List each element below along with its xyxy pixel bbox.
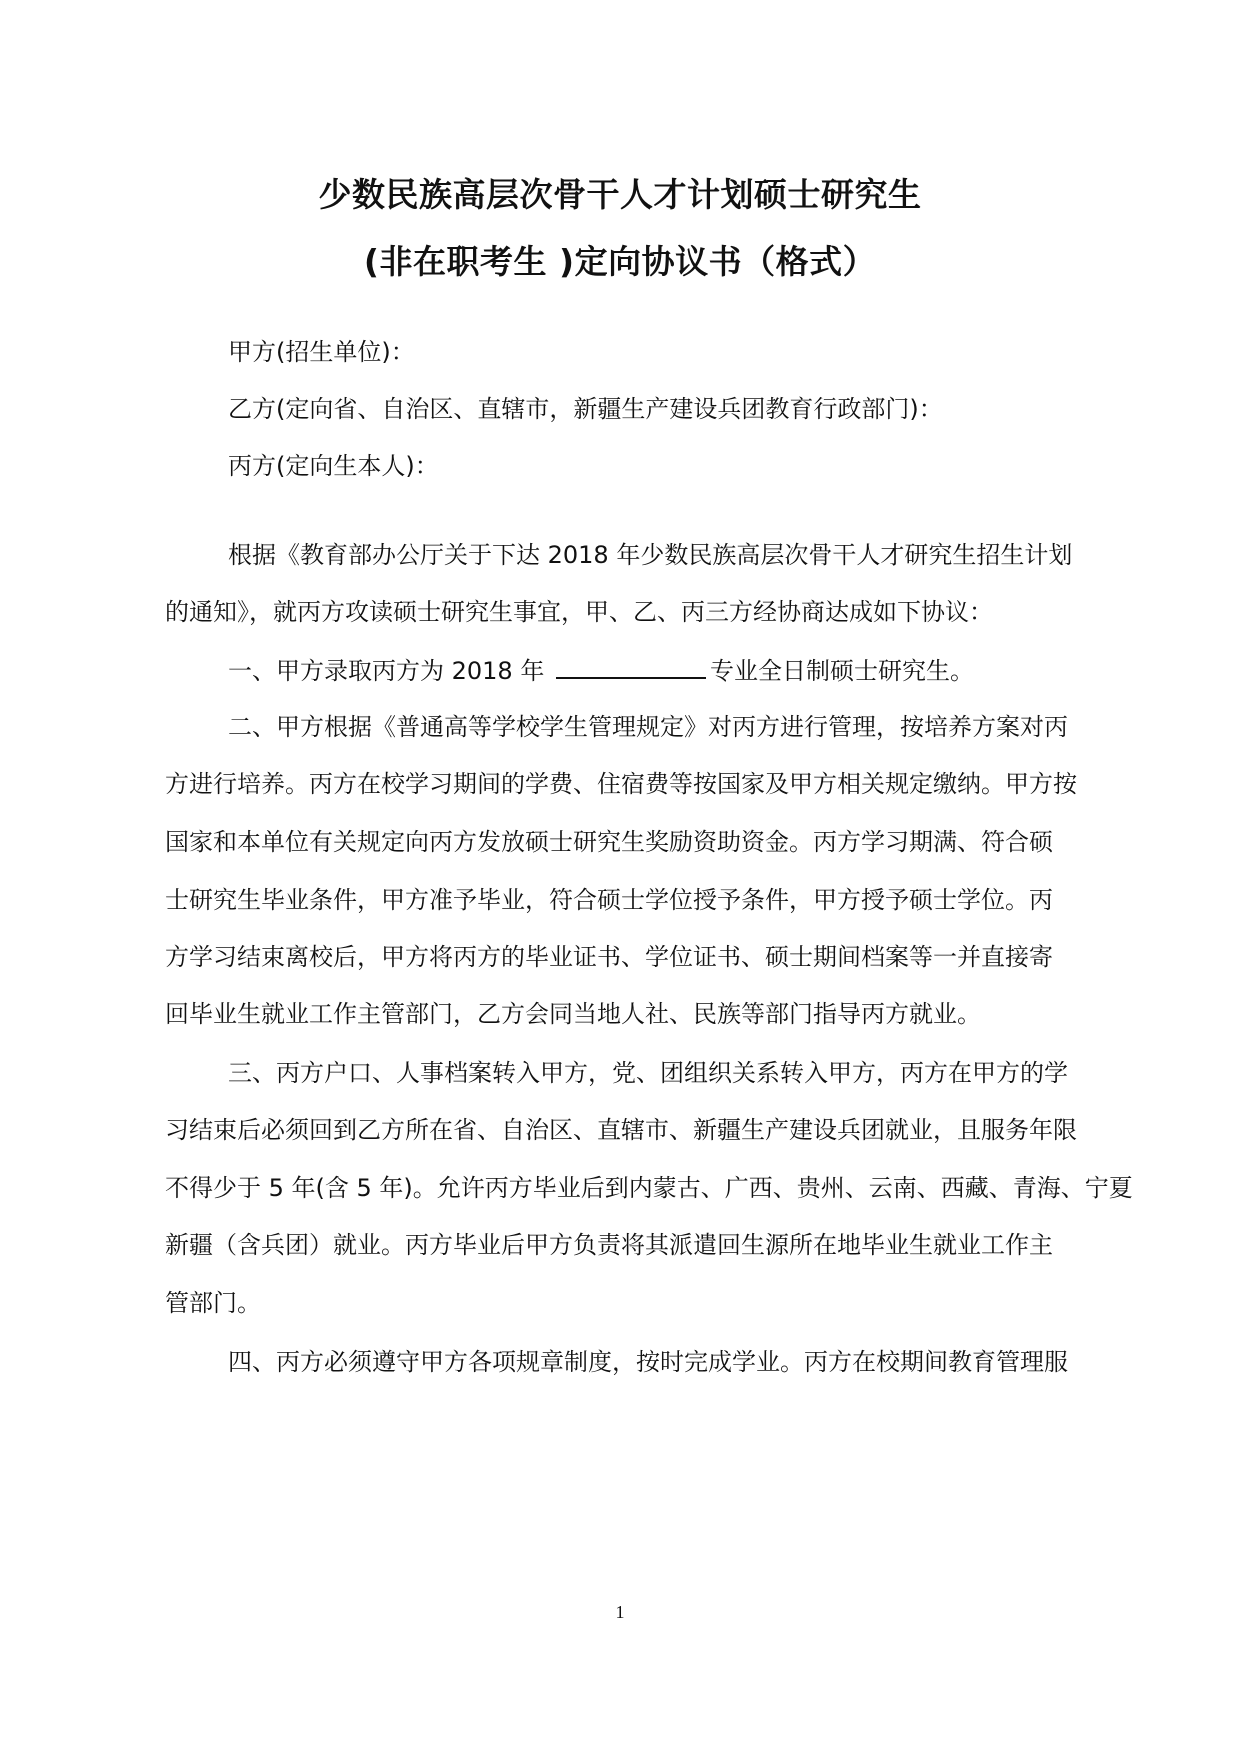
document-title-line2: (非在职考生 )定向协议书（格式） (363, 242, 877, 281)
clause-2-line-1: 二、甲方根据《普通高等学校学生管理规定》对丙方进行管理，按培养方案对丙 (228, 713, 1068, 741)
clause-3-line-2: 习结束后必须回到乙方所在省、自治区、直辖市、新疆生产建设兵团就业，且服务年限 (165, 1116, 1077, 1144)
clause-3-line-4: 新疆（含兵团）就业。丙方毕业后甲方负责将其派遣回生源所在地毕业生就业工作主 (165, 1231, 1053, 1259)
clause-1 (0, 653, 1240, 687)
document-title-line1: 少数民族高层次骨干人才计划硕士研究生 (318, 175, 922, 214)
clause-3-line-3: 不得少于 5 年(含 5 年)。允许丙方毕业后到内蒙古、广西、贵州、云南、西藏、青海、宁夏 (165, 1174, 1133, 1202)
major-blank-field[interactable] (556, 653, 706, 679)
clause-1-text-after: 专业全日制硕士研究生。 (709, 657, 974, 685)
clause-2-line-2: 方进行培养。丙方在校学习期间的学费、住宿费等按国家及甲方相关规定缴纳。甲方按 (165, 770, 1077, 798)
clause-2-line-6: 回毕业生就业工作主管部门，乙方会同当地人社、民族等部门指导丙方就业。 (165, 1000, 981, 1028)
clause-3-line-1: 三、丙方户口、人事档案转入甲方，党、团组织关系转入甲方，丙方在甲方的学 (228, 1059, 1068, 1087)
clause-3-line-5: 管部门。 (165, 1289, 261, 1317)
page-number: 1 (615, 1602, 625, 1622)
intro-line-2: 的通知》，就丙方攻读硕士研究生事宜，甲、乙、丙三方经协商达成如下协议： (165, 598, 993, 626)
clause-2-line-5: 方学习结束离校后，甲方将丙方的毕业证书、学位证书、硕士期间档案等一并直接寄 (165, 943, 1053, 971)
clause-2-line-3: 国家和本单位有关规定向丙方发放硕士研究生奖励资助资金。丙方学习期满、符合硕 (165, 828, 1053, 856)
party-c-label: 丙方(定向生本人)： (228, 452, 439, 480)
party-b-label: 乙方(定向省、自治区、直辖市，新疆生产建设兵团教育行政部门)： (228, 395, 943, 423)
clause-4-line-1: 四、丙方必须遵守甲方各项规章制度，按时完成学业。丙方在校期间教育管理服 (228, 1348, 1068, 1376)
party-a-label: 甲方(招生单位)： (228, 338, 415, 366)
intro-line-1: 根据《教育部办公厅关于下达 2018 年少数民族高层次骨干人才研究生招生计划 (228, 541, 1073, 569)
clause-2-line-4: 士研究生毕业条件，甲方准予毕业，符合硕士学位授予条件，甲方授予硕士学位。丙 (165, 886, 1053, 914)
clause-1-text-before: 一、甲方录取丙方为 2018 年 (228, 657, 552, 685)
